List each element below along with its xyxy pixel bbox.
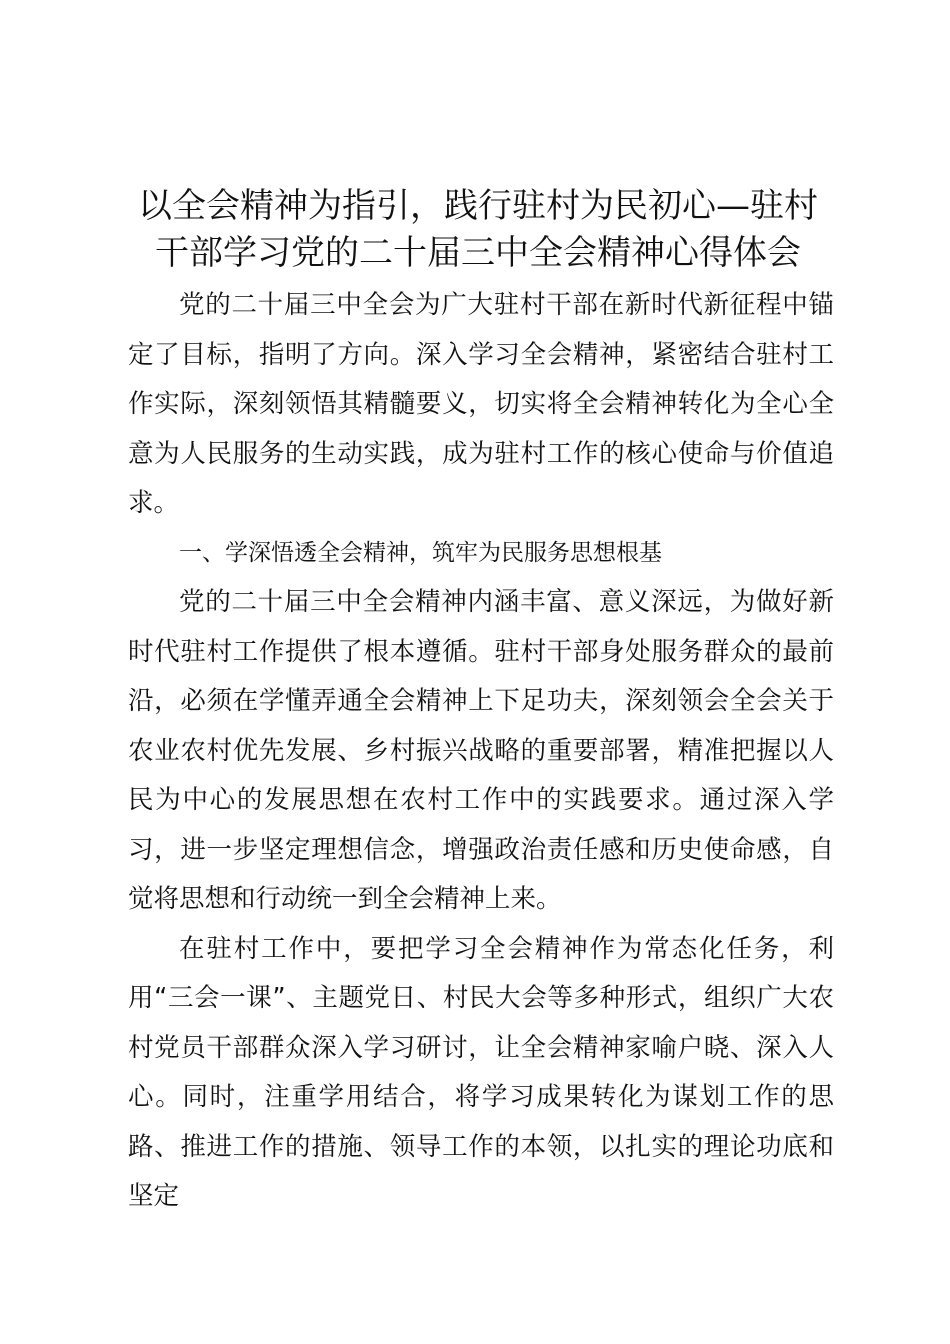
title-line-1: 以全会精神为指引，践行驻村为民初心—驻村 [138,186,818,226]
intro-paragraph: 党的二十届三中全会为广大驻村干部在新时代新征程中锚定了目标，指明了方向。深入学习全会精神，紧密结合驻村工作实际，深刻领悟其精髓要义，切实将全会精神转化为全心全意为人民服务的生动实践，成为驻村工作的核心使命与价值追求。 [128,290,834,518]
document-title [120,183,836,277]
document-body [128,281,834,1222]
section-heading-1: 一、学深悟透全会精神，筑牢为民服务思想根基 [179,539,662,566]
section-1-paragraph-2: 在驻村工作中，要把学习全会精神作为常态化任务，利用“三会一课”、主题党日、村民大会等多种形式，组织广大农村党员干部群众深入学习研讨，让全会精神家喻户晓、深入人心。同时，注重学用结合，将学习成果转化为谋划工作的思路、推进工作的措施、领导工作的本领，以扎实的理论功底和坚定 [128,933,834,1211]
title-line-2: 干部学习党的二十届三中全会精神心得体会 [155,233,801,273]
section-1-paragraph-1: 党的二十届三中全会精神内涵丰富、意义深远，为做好新时代驻村工作提供了根本遵循。驻村干部身处服务群众的最前沿，必须在学懂弄通全会精神上下足功夫，深刻领会全会关于农业农村优先发展、乡村振兴战略的重要部署，精准把握以人民为中心的发展思想在农村工作中的实践要求。通过深入学习，进一步坚定理想信念，增强政治责任感和历史使命感，自觉将思想和行动统一到全会精神上来。 [128,587,834,914]
